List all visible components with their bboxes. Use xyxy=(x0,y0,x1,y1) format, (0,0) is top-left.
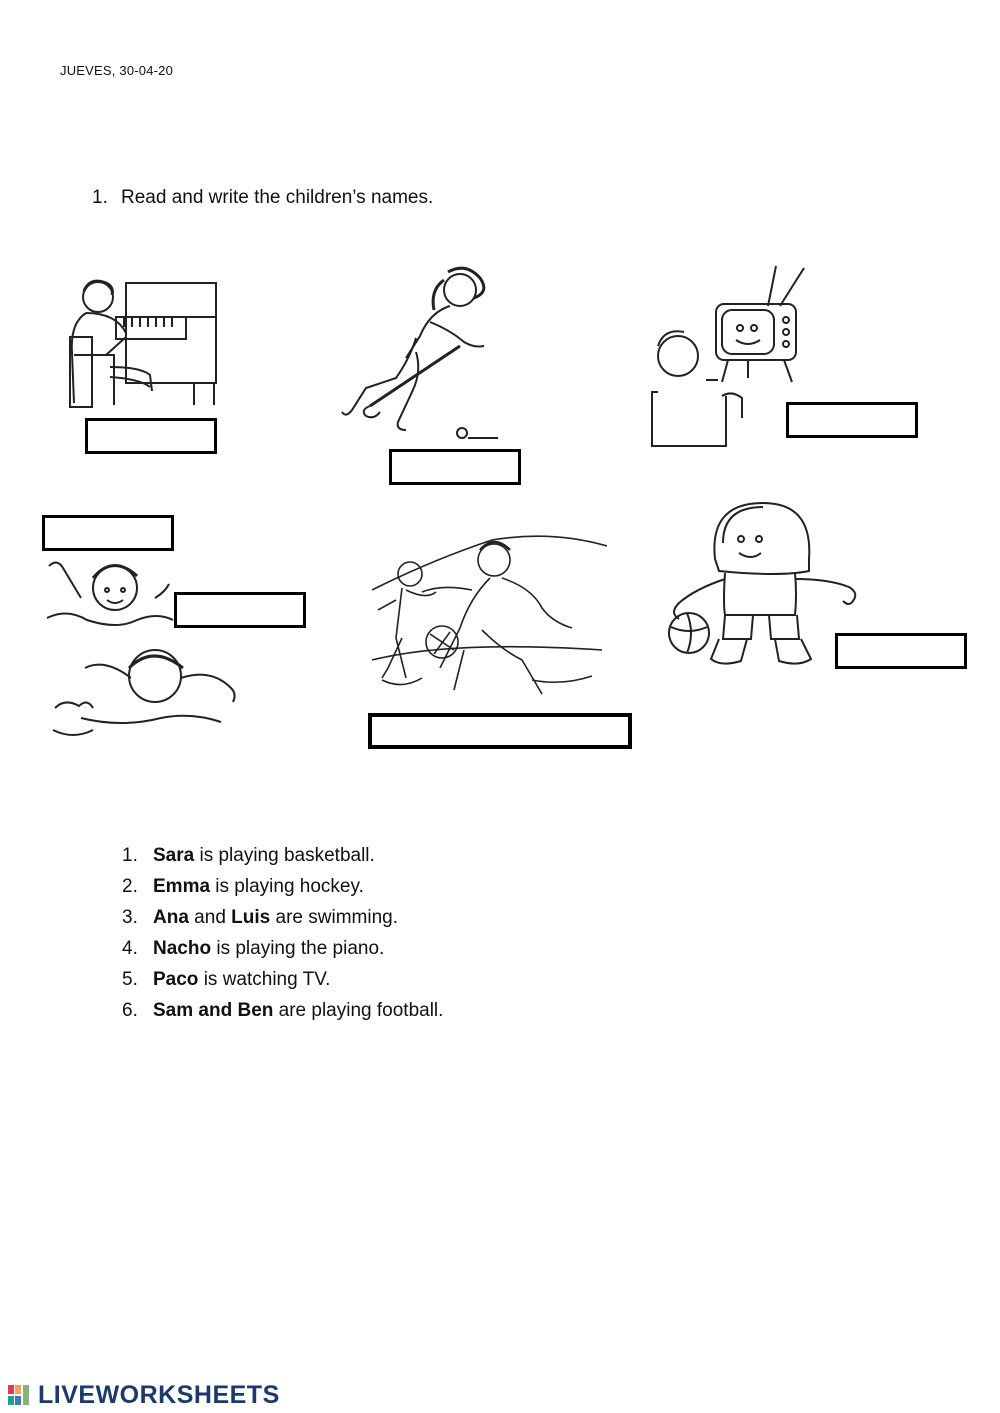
answer-box-tv[interactable] xyxy=(786,402,918,438)
sentence-text: is playing the piano. xyxy=(211,938,385,959)
sentence-text: are swimming. xyxy=(270,907,398,928)
child-name: Ana xyxy=(153,907,189,928)
sentence-number: 5. xyxy=(122,969,138,990)
child-name: Luis xyxy=(231,907,271,928)
sentence-item xyxy=(122,967,443,998)
answer-box-swim-top[interactable] xyxy=(42,515,174,551)
sentence-text: is playing basketball. xyxy=(194,845,375,866)
sentence-item xyxy=(122,843,443,874)
sentence-number: 4. xyxy=(122,938,138,959)
hockey-player-icon xyxy=(320,262,505,442)
sentence-list xyxy=(122,843,443,1029)
child-name: Sam and Ben xyxy=(153,1000,274,1021)
answer-box-swim-right[interactable] xyxy=(174,592,306,628)
child-name: Nacho xyxy=(153,938,212,959)
instruction-number: 1. xyxy=(92,187,108,208)
football-players-icon xyxy=(372,530,607,710)
sentence-number: 3. xyxy=(122,907,138,928)
sentence-text: is watching TV. xyxy=(198,969,331,990)
sentence-item xyxy=(122,998,443,1029)
answer-box-football[interactable] xyxy=(368,713,632,749)
liveworksheets-logo-icon xyxy=(8,1384,36,1406)
instruction-text: Read and write the children’s names. xyxy=(121,187,434,208)
footer-brand xyxy=(8,1382,280,1408)
brand-name: LIVEWORKSHEETS xyxy=(38,1380,280,1409)
piano-icon xyxy=(66,277,221,412)
answer-box-hockey[interactable] xyxy=(389,449,521,485)
answer-box-piano[interactable] xyxy=(85,418,217,454)
sentence-text: is playing hockey. xyxy=(210,876,364,897)
sentence-number: 6. xyxy=(122,1000,138,1021)
instruction xyxy=(92,187,433,209)
child-name: Sara xyxy=(153,845,195,866)
sentence-number: 1. xyxy=(122,845,138,866)
child-name: Paco xyxy=(153,969,199,990)
sentence-item xyxy=(122,874,443,905)
date-label: JUEVES, 30-04-20 xyxy=(60,63,174,78)
answer-box-basketball[interactable] xyxy=(835,633,967,669)
swimmers-icon xyxy=(45,558,240,748)
child-name: Emma xyxy=(153,876,211,897)
basketball-player-icon xyxy=(663,499,863,671)
sentence-number: 2. xyxy=(122,876,138,897)
sentence-text: are playing football. xyxy=(273,1000,444,1021)
sentence-text: and xyxy=(188,907,232,928)
sentence-item xyxy=(122,905,443,936)
sentence-item xyxy=(122,936,443,967)
